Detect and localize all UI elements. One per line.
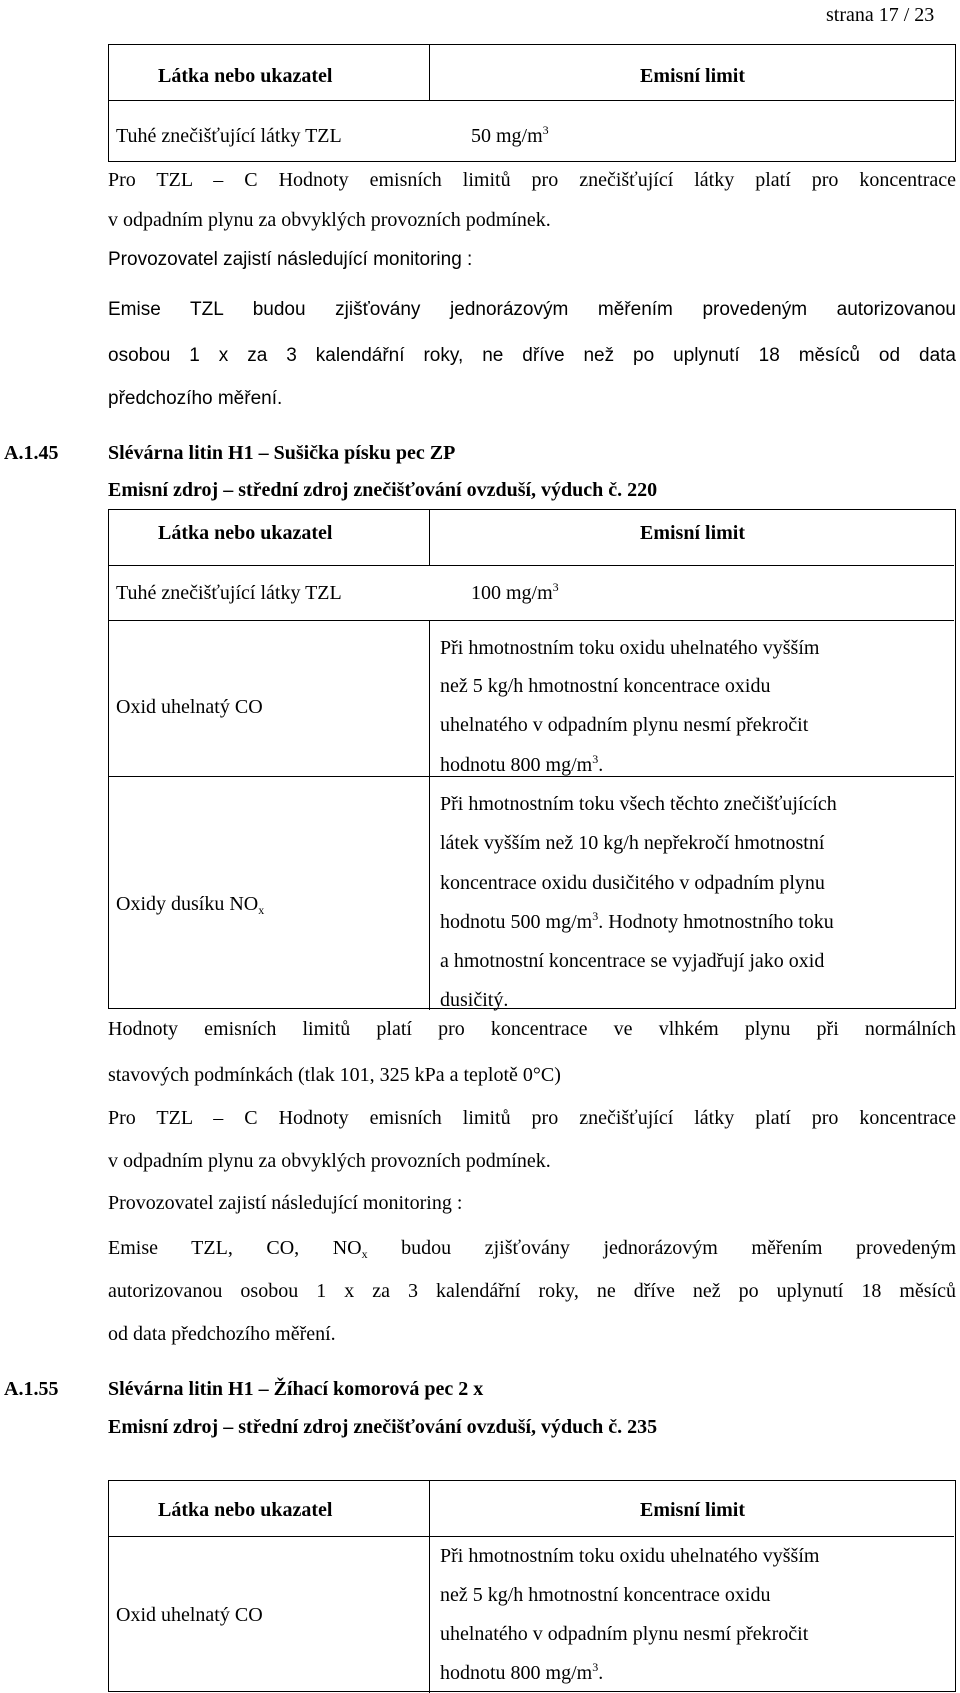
monitoring-2-line2: autorizovanou osobou 1 x za 3 kalendářní roky, ne dříve než po uplynutí 18 měsíců bbox=[108, 1280, 956, 1302]
table3-row1-limit-line1: Při hmotnostním toku oxidu uhelnatého vyšším bbox=[440, 1545, 820, 1567]
tzl-note-2-line2: v odpadním plynu za obvyklých provozních podmínek. bbox=[108, 1150, 551, 1172]
monitoring-1-line3: předchozího měření. bbox=[108, 388, 283, 409]
table3-row1-substance: Oxid uhelnatý CO bbox=[116, 1604, 263, 1626]
table2-row2-limit-line3: uhelnatého v odpadním plynu nesmí překročit bbox=[440, 714, 809, 736]
table2-row2-substance: Oxid uhelnatý CO bbox=[116, 696, 263, 718]
table2-row3-limit-line6: dusičitý. bbox=[440, 989, 509, 1011]
section-a145-number: A.1.45 bbox=[4, 442, 59, 464]
monitoring-1-line1: Emise TZL budou zjišťovány jednorázovým měřením provedeným autorizovanou bbox=[108, 299, 956, 320]
monitoring-1-line2: osobou 1 x za 3 kalendářní roky, ne dříve než po uplynutí 18 měsíců od data bbox=[108, 345, 956, 366]
table2-row3-limit-line3: koncentrace oxidu dusičitého v odpadním plynu bbox=[440, 872, 825, 894]
table2-row2-limit-line1: Při hmotnostním toku oxidu uhelnatého vyšším bbox=[440, 637, 820, 659]
table2-row3-limit-line5: a hmotnostní koncentrace se vyjadřují jako oxid bbox=[440, 950, 825, 972]
table3-row1-limit-line4: hodnotu 800 $mg/m^3$. bbox=[440, 1660, 604, 1684]
conditions-line1: Hodnoty emisních limitů platí pro koncentrace ve vlhkém plynu při normálních bbox=[108, 1018, 956, 1040]
monitoring-2-line1: Emise TZL, CO, $NO_x$ budou zjišťovány jednorázovým měřením provedeným bbox=[108, 1237, 957, 1261]
table2-row2-limit-line4: hodnotu 800 $mg/m^3$. bbox=[440, 752, 604, 776]
section-a145-source: Emisní zdroj – střední zdroj znečišťování ovzduší, výduch č. 220 bbox=[108, 479, 658, 501]
table2-row1-substance: Tuhé znečišťující látky TZL bbox=[116, 582, 342, 604]
table1-header-limit: Emisní limit bbox=[640, 65, 746, 87]
table3-header-substance: Látka nebo ukazatel bbox=[158, 1499, 333, 1521]
table2-header-limit: Emisní limit bbox=[640, 522, 746, 544]
conditions-line2: stavových podmínkách (tlak 101, 325 kPa a teplotě 0°C) bbox=[108, 1064, 561, 1086]
table2-row3-limit-line4: hodnotu 500 $mg/m^3$. Hodnoty hmotnostního toku bbox=[440, 909, 834, 933]
table1-header-substance: Látka nebo ukazatel bbox=[158, 65, 333, 87]
table3-header-limit: Emisní limit bbox=[640, 1499, 746, 1521]
monitoring-2-intro: Provozovatel zajistí následující monitoring : bbox=[108, 1192, 463, 1214]
section-a155-number: A.1.55 bbox=[4, 1378, 59, 1400]
tzl-note-1-line1: Pro TZL – C Hodnoty emisních limitů pro znečišťující látky platí pro koncentrace bbox=[108, 169, 956, 191]
table3-row1-limit-line3: uhelnatého v odpadním plynu nesmí překročit bbox=[440, 1623, 809, 1645]
section-a155-title: Slévárna litin H1 – Žíhací komorová pec 2 x bbox=[108, 1378, 484, 1400]
page-number: strana 17 / 23 bbox=[826, 4, 935, 26]
tzl-note-1-line2: v odpadním plynu za obvyklých provozních podmínek. bbox=[108, 209, 551, 231]
tzl-note-2-line1: Pro TZL – C Hodnoty emisních limitů pro znečišťující látky platí pro koncentrace bbox=[108, 1107, 956, 1129]
table2-row1-limit: 100 $mg/m^3$ bbox=[471, 580, 559, 604]
section-a145-title: Slévárna litin H1 – Sušička písku pec ZP bbox=[108, 442, 456, 464]
section-a155-source: Emisní zdroj – střední zdroj znečišťování ovzduší, výduch č. 235 bbox=[108, 1416, 658, 1438]
table2-row2-limit-line2: než 5 kg/h hmotnostní koncentrace oxidu bbox=[440, 675, 771, 697]
table2-header-substance: Látka nebo ukazatel bbox=[158, 522, 333, 544]
table2-row3-substance: Oxidy dusíku $NO_x$ bbox=[116, 893, 265, 917]
table2-row3-limit-line1: Při hmotnostním toku všech těchto znečišťujících bbox=[440, 793, 837, 815]
monitoring-1-intro: Provozovatel zajistí následující monitoring : bbox=[108, 249, 473, 270]
table3-row1-limit-line2: než 5 kg/h hmotnostní koncentrace oxidu bbox=[440, 1584, 771, 1606]
table1-row1-substance: Tuhé znečišťující látky TZL bbox=[116, 125, 342, 147]
monitoring-2-line3: od data předchozího měření. bbox=[108, 1323, 336, 1345]
table1-row1-limit: 50 $mg/m^3$ bbox=[471, 123, 549, 147]
table2-row3-limit-line2: látek vyšším než 10 kg/h nepřekročí hmotnostní bbox=[440, 832, 825, 854]
